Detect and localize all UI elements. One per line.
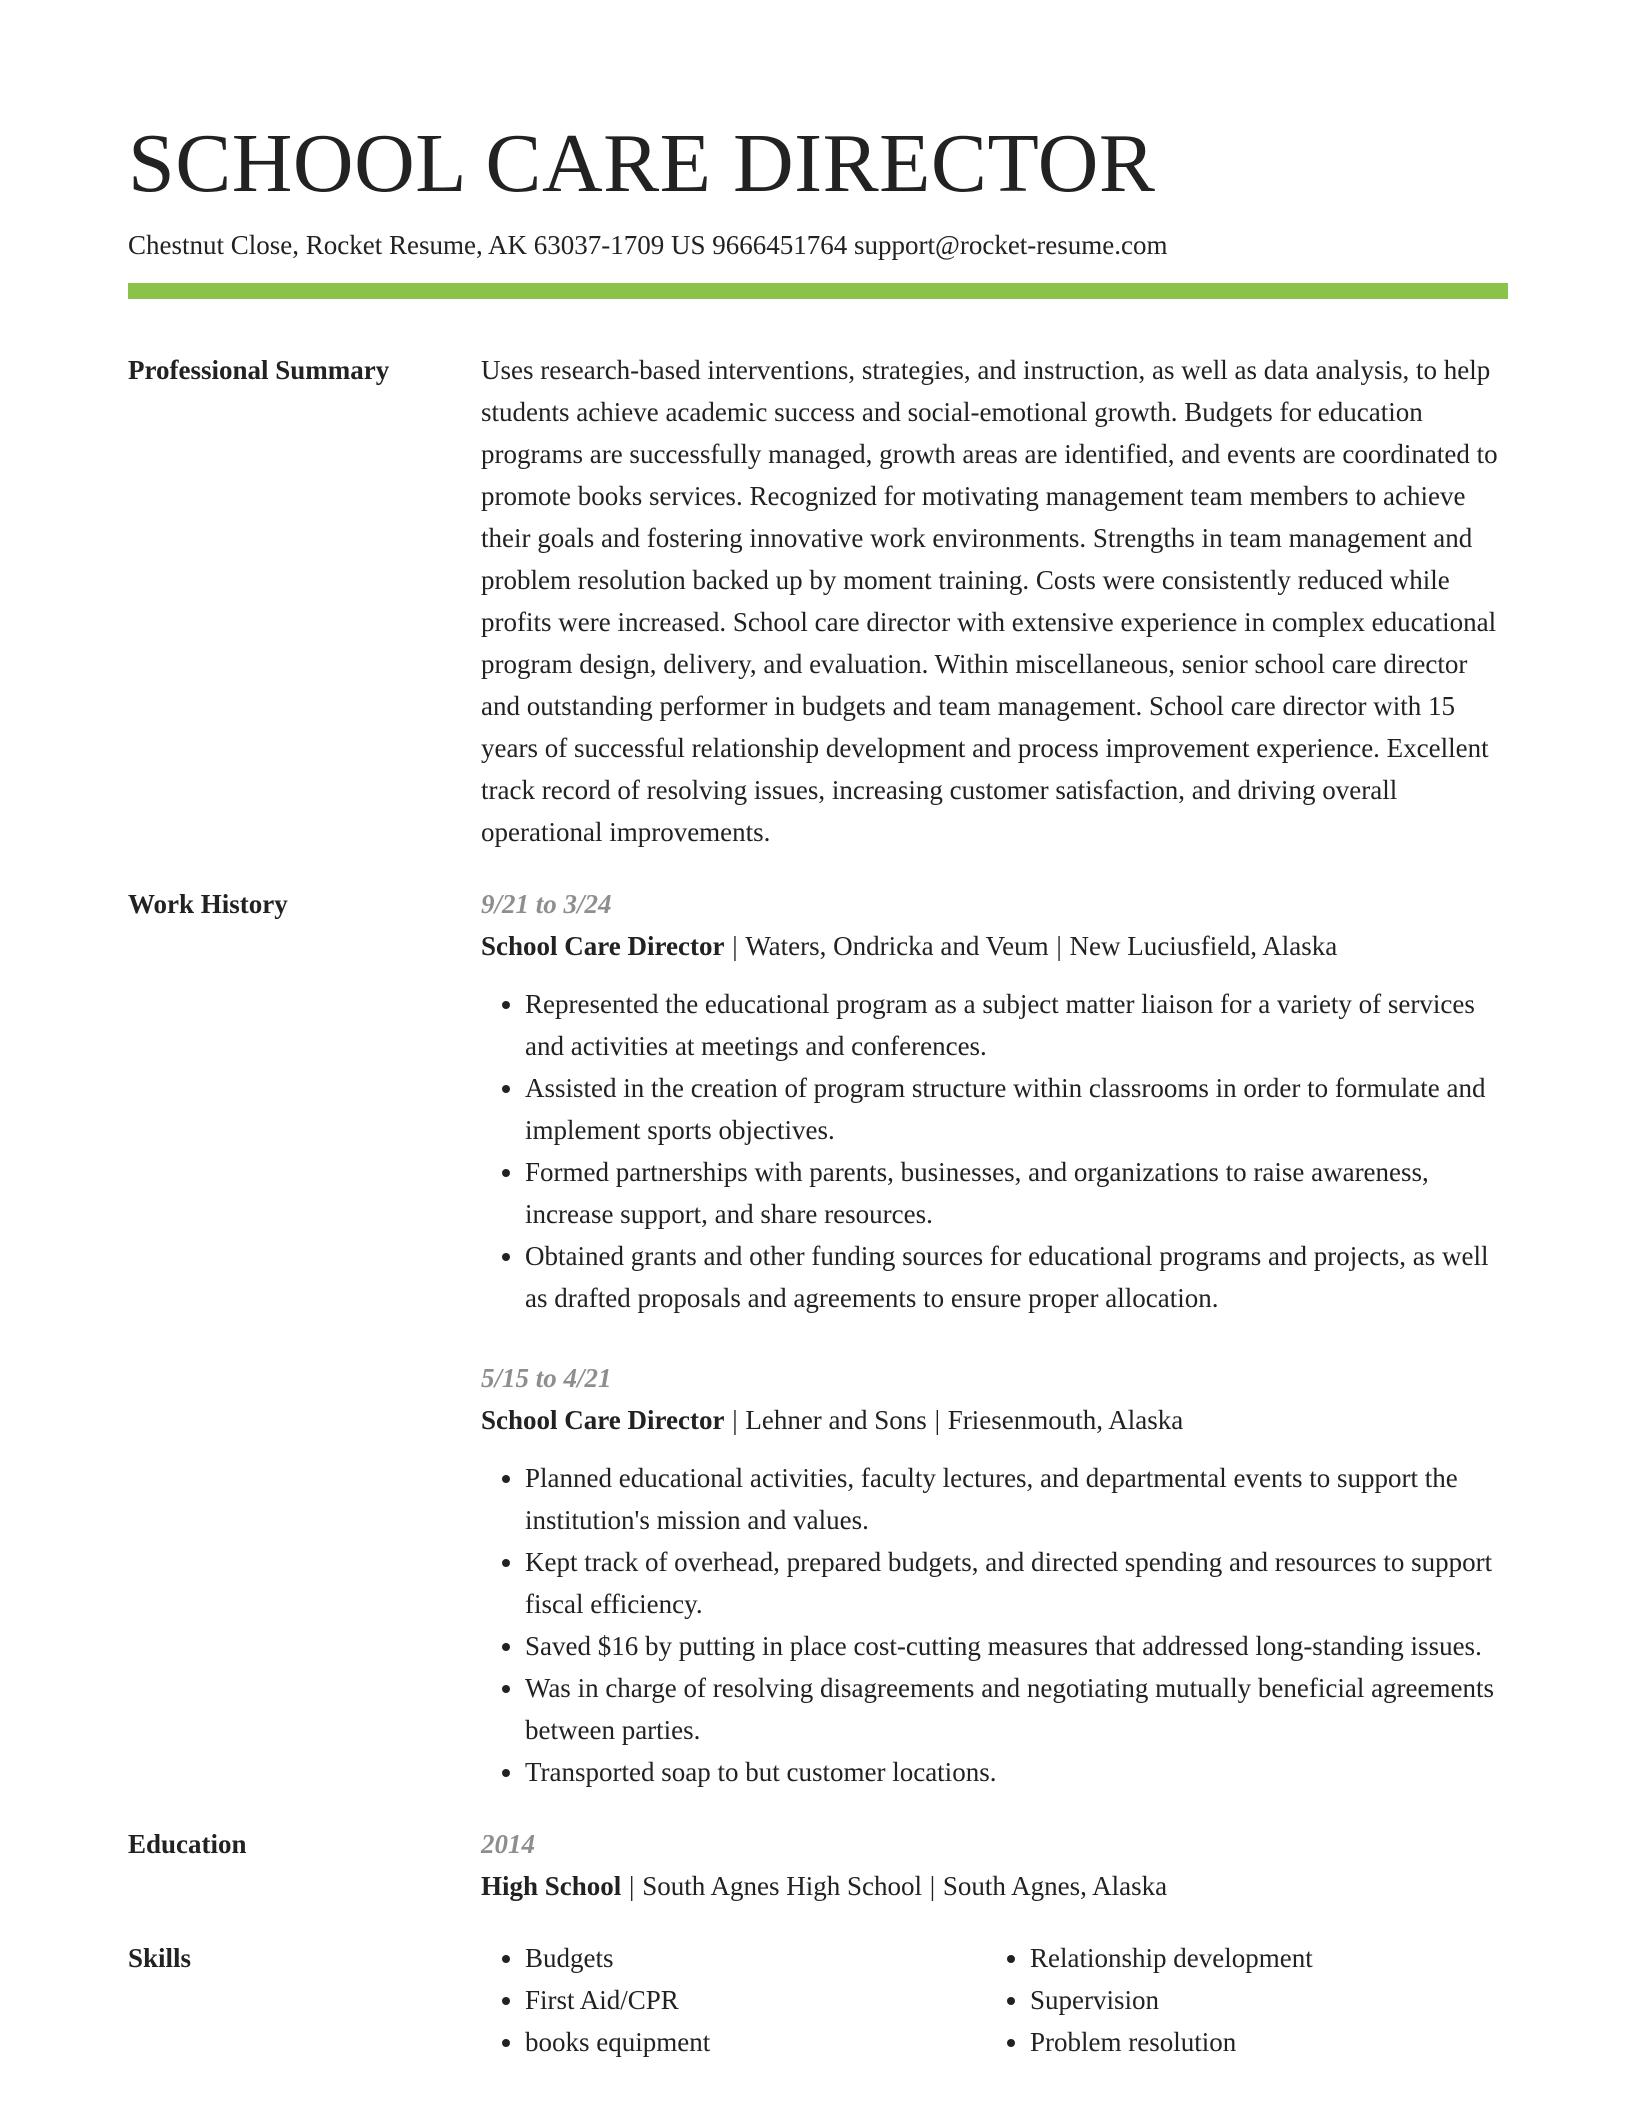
separator: |	[622, 1871, 642, 1902]
education-section-title: Education	[128, 1829, 247, 1860]
education-school: South Agnes High School	[642, 1871, 922, 1902]
separator: |	[725, 931, 745, 962]
skill-item: • Supervision	[1030, 1979, 1508, 2021]
education-degree: High School	[481, 1871, 622, 1902]
education-year: 2014	[481, 1829, 535, 1860]
skills-column-left	[481, 1937, 986, 2063]
skill-item: • First Aid/CPR	[525, 1979, 986, 2021]
job-entry	[481, 883, 1508, 1319]
job-dates: 9/21 to 3/24	[481, 889, 612, 920]
job-bullet: • Saved $16 by putting in place cost-cutting measures that addressed long-standing issues.	[525, 1625, 1508, 1667]
resume-page	[128, 0, 1508, 2063]
job-role: School Care Director	[481, 931, 725, 962]
skills-body	[481, 1937, 1508, 2063]
contact-line: Chestnut Close, Rocket Resume, AK 63037-1709 US 9666451764 support@rocket-resume.com	[128, 230, 1168, 261]
education-section	[128, 1823, 1508, 1907]
skill-item: • Budgets	[525, 1937, 986, 1979]
job-bullets	[481, 983, 1508, 1319]
summary-section	[128, 349, 1508, 853]
job-location: New Luciusfield, Alaska	[1069, 931, 1338, 962]
skills-section	[128, 1937, 1508, 2063]
separator: |	[922, 1871, 942, 1902]
skills-grid	[481, 1937, 1508, 2063]
skills-column-right	[986, 1937, 1508, 2063]
separator: |	[725, 1405, 745, 1436]
education-entry	[481, 1823, 1508, 1907]
job-location: Friesenmouth, Alaska	[947, 1405, 1184, 1436]
job-bullet: • Transported soap to but customer locations.	[525, 1751, 1508, 1793]
summary-section-title: Professional Summary	[128, 355, 390, 386]
job-heading	[481, 925, 1508, 967]
work-history-section	[128, 883, 1508, 1793]
skill-item: • books equipment	[525, 2021, 986, 2063]
job-bullet: • Obtained grants and other funding sources for educational programs and projects, as well as drafted proposals and agreements to ensure proper allocation.	[525, 1235, 1508, 1319]
separator: |	[1049, 931, 1069, 962]
accent-divider	[128, 283, 1508, 299]
job-bullets	[481, 1457, 1508, 1793]
job-bullet: • Kept track of overhead, prepared budgets, and directed spending and resources to support fiscal efficiency.	[525, 1541, 1508, 1625]
job-dates: 5/15 to 4/21	[481, 1363, 612, 1394]
job-role: School Care Director	[481, 1405, 725, 1436]
job-bullet: • Planned educational activities, faculty lectures, and departmental events to support the institution's mission and values.	[525, 1457, 1508, 1541]
work-history-list	[481, 883, 1508, 1793]
job-bullet: • Represented the educational program as a subject matter liaison for a variety of services and activities at meetings and conferences.	[525, 983, 1508, 1067]
job-heading	[481, 1399, 1508, 1441]
education-location: South Agnes, Alaska	[942, 1871, 1168, 1902]
job-bullet: • Assisted in the creation of program structure within classrooms in order to formulate and implement sports objectives.	[525, 1067, 1508, 1151]
education-heading	[481, 1865, 1508, 1907]
job-bullet: • Was in charge of resolving disagreements and negotiating mutually beneficial agreements between parties.	[525, 1667, 1508, 1751]
summary-text: Uses research-based interventions, strategies, and instruction, as well as data analysis, to help students achieve academic success and social-emotional growth. Budgets for education programs are successfully managed, growth areas are identified, and events are coordinated to promote books services. Recognized for motivating management team members to achieve their goals and fostering innovative work environments. Strengths in team management and problem resolution backed up by moment training. Costs were consistently reduced while profits were increased. School care director with extensive experience in complex educational program design, delivery, and evaluation. Within miscellaneous, senior school care director and outstanding performer in budgets and team management. School care director with 15 years of successful relationship development and process improvement experience. Excellent track record of resolving issues, increasing customer satisfaction, and driving overall operational improvements.	[481, 355, 1498, 848]
job-entry	[481, 1357, 1508, 1793]
skills-section-title: Skills	[128, 1943, 192, 1974]
job-company: Lehner and Sons	[745, 1405, 927, 1436]
job-bullet: • Formed partnerships with parents, businesses, and organizations to raise awareness, increase support, and share resources.	[525, 1151, 1508, 1235]
separator: |	[927, 1405, 947, 1436]
job-company: Waters, Ondricka and Veum	[745, 931, 1049, 962]
work-history-section-title: Work History	[128, 889, 288, 920]
skill-item: • Problem resolution	[1030, 2021, 1508, 2063]
skill-item: • Relationship development	[1030, 1937, 1508, 1979]
resume-name-heading: SCHOOL CARE DIRECTOR	[128, 117, 1156, 210]
